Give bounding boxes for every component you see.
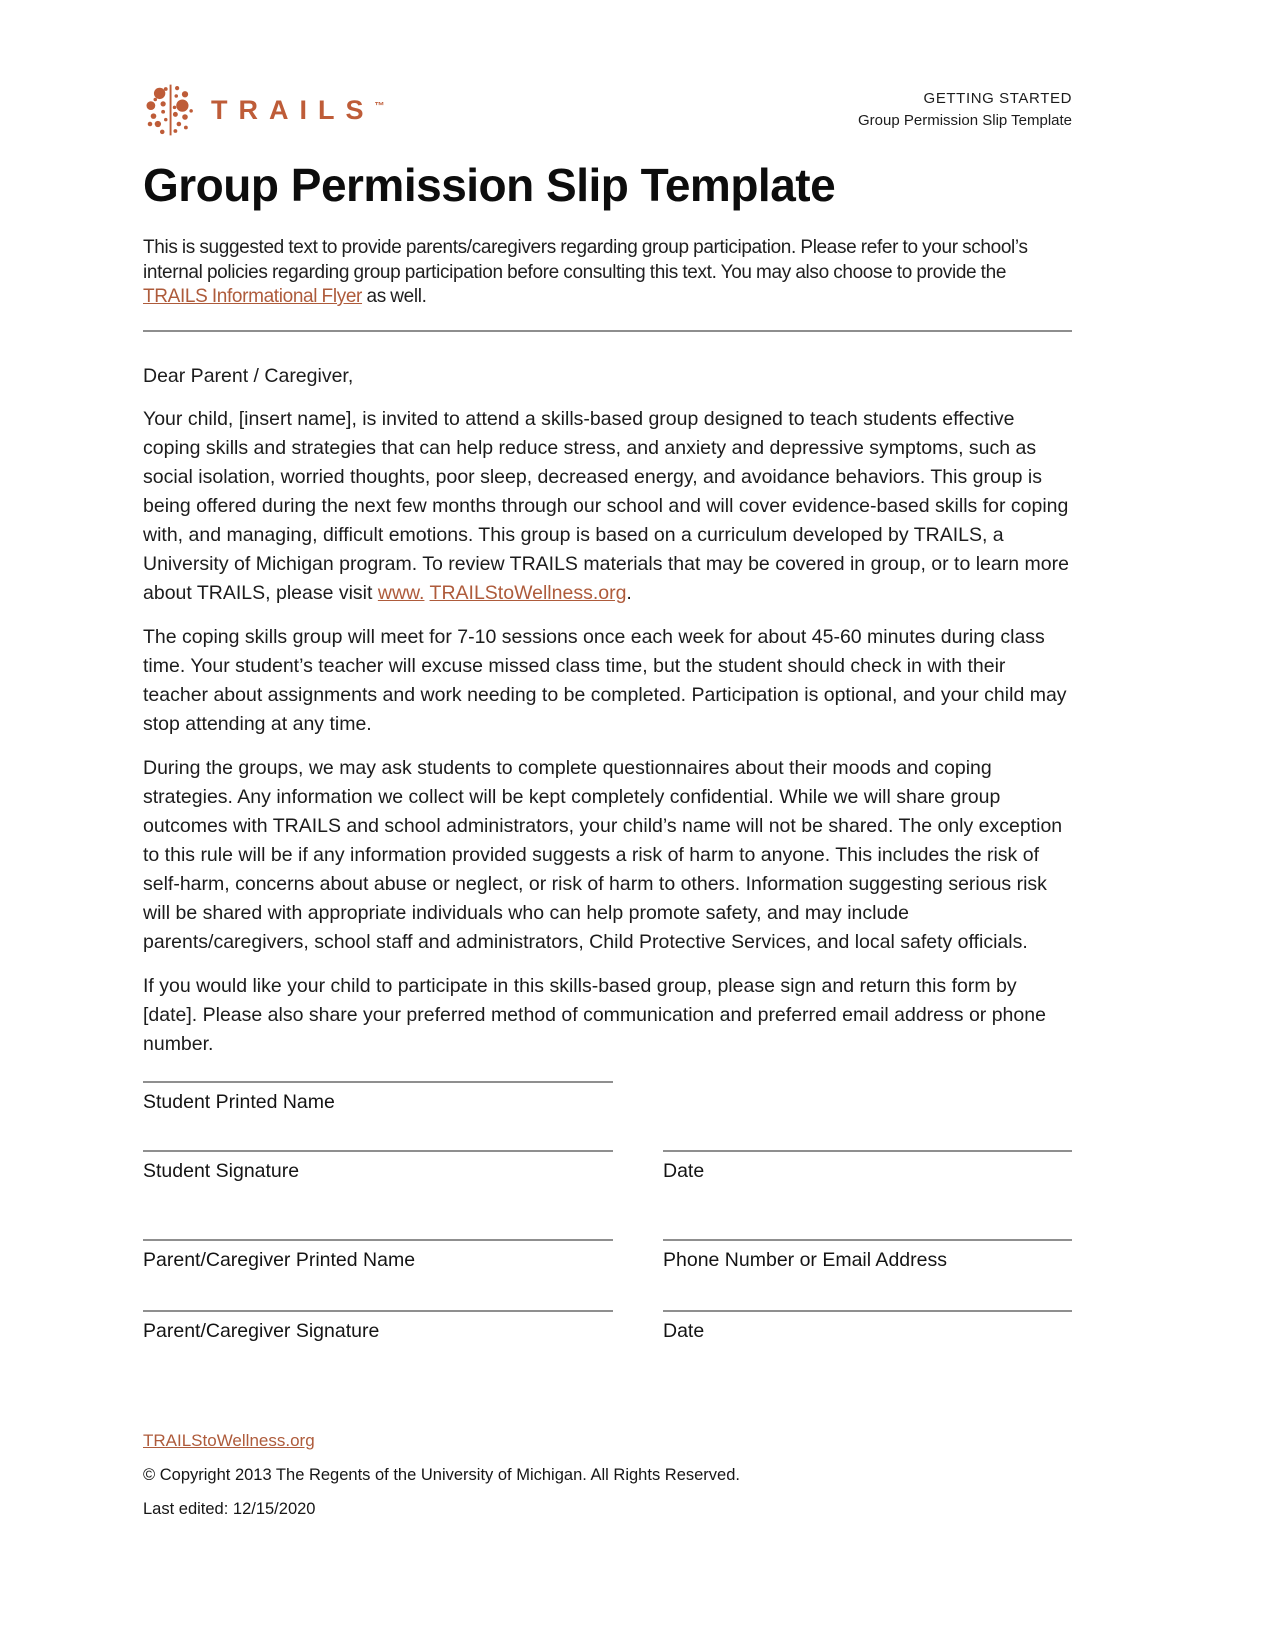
page-footer xyxy=(143,1431,1072,1519)
field-label: Parent/Caregiver Signature xyxy=(143,1319,380,1342)
trademark-symbol: ™ xyxy=(374,100,385,112)
letter-paragraph-4: If you would like your child to participate in this skills-based group, please sign and return this form by [date]. Please also share your preferred method of communication and preferred email address or phone number. xyxy=(143,974,1046,1055)
intro-text-before: This is suggested text to provide parents/caregivers regarding group participation. Please refer to your school’s internal policies regarding group participation before consulting this text. You may also choose to provide the xyxy=(143,237,1028,283)
trails-logo xyxy=(143,82,385,138)
signature-line xyxy=(663,1310,1072,1312)
header-meta xyxy=(858,82,1072,132)
letter-paragraph-3: During the groups, we may ask students to complete questionnaires about their moods and coping strategies. Any information we collect will be kept completely confidential. While we will share group outcomes with TRAILS and school administrators, your child’s name will not be shared. The only exception to this rule will be if any information provided suggests a risk of harm to anyone. This includes the risk of self-harm, concerns about abuse or neglect, or risk of harm to others. Information suggesting serious risk will be shared with appropriate individuals who can help promote safety, and may include parents/caregivers, school staff and administrators, Child Protective Services, and local safety officials. xyxy=(143,756,1063,953)
trails-brand-name: TRAILS xyxy=(211,94,375,125)
signature-line xyxy=(143,1081,613,1083)
footer-website-link[interactable]: TRAILStoWellness.org xyxy=(143,1430,315,1450)
form-row-parent-printed-name xyxy=(143,1239,1072,1272)
page-header xyxy=(143,82,1072,138)
field-label: Student Printed Name xyxy=(143,1090,335,1113)
letter-paragraph-2: The coping skills group will meet for 7-10 sessions once each week for about 45-60 minutes during class time. Your student’s teacher will excuse missed class time, but the student should check in with their teacher about assignments and work needing to be completed. Participation is optional, and your child may stop attending at any time. xyxy=(143,625,1067,735)
field-label: Student Signature xyxy=(143,1159,300,1182)
form-field-parent-printed-name xyxy=(143,1239,613,1272)
letter-paragraph-1 xyxy=(143,405,1072,608)
form-field-date-2 xyxy=(663,1310,1072,1343)
paragraph-1-period: . xyxy=(626,581,632,604)
trails-logo-text xyxy=(211,95,385,126)
signature-line xyxy=(143,1150,613,1152)
signature-line xyxy=(143,1239,613,1241)
signature-line xyxy=(663,1150,1072,1152)
paragraph-1-text: Your child, [insert name], is invited to attend a skills-based group designed to teach students effective coping skills and strategies that can help reduce stress, and anxiety and depressive symptoms, such as social isolation, worried thoughts, poor sleep, decreased energy, and avoidance behaviors. This group is being offered during the next few months through our school and will cover evidence-based skills for coping with, and managing, difficult emotions. This group is based on a curriculum developed by TRAILS, a University of Michigan program. To review TRAILS materials that may be covered in group, or to learn more about TRAILS, please visit xyxy=(143,407,1069,604)
trails-logo-dots-icon xyxy=(143,82,199,138)
form-row-parent-signature xyxy=(143,1310,1072,1343)
form-row-student-signature xyxy=(143,1150,1072,1183)
trailstowellness-link[interactable]: TRAILStoWellness.org xyxy=(429,581,627,604)
signature-line xyxy=(143,1310,613,1312)
header-doc-name: Group Permission Slip Template xyxy=(858,112,1072,129)
form-field-parent-signature xyxy=(143,1310,613,1343)
www-link[interactable]: www. xyxy=(377,581,425,604)
informational-flyer-link[interactable]: TRAILS Informational Flyer xyxy=(143,286,363,307)
last-edited: Last edited: 12/15/2020 xyxy=(143,1499,316,1518)
form-row-student-printed-name xyxy=(143,1081,1072,1114)
form-field-phone-or-email xyxy=(663,1239,1072,1272)
signature-form xyxy=(143,1081,1072,1343)
section-divider xyxy=(143,330,1072,332)
field-label: Phone Number or Email Address xyxy=(663,1248,947,1271)
copyright-notice: © Copyright 2013 The Regents of the University of Michigan. All Rights Reserved. xyxy=(143,1465,740,1484)
form-field-student-signature xyxy=(143,1150,613,1183)
field-label: Date xyxy=(663,1319,705,1342)
salutation: Dear Parent / Caregiver, xyxy=(143,364,354,387)
intro-paragraph xyxy=(143,236,1072,310)
signature-line xyxy=(663,1239,1072,1241)
page-title: Group Permission Slip Template xyxy=(143,159,836,211)
form-field-student-printed-name xyxy=(143,1081,613,1114)
header-section-label: GETTING STARTED xyxy=(923,90,1072,107)
field-label: Date xyxy=(663,1159,705,1182)
form-field-date-1 xyxy=(663,1150,1072,1183)
field-label: Parent/Caregiver Printed Name xyxy=(143,1248,416,1271)
intro-text-after: as well. xyxy=(362,286,427,307)
